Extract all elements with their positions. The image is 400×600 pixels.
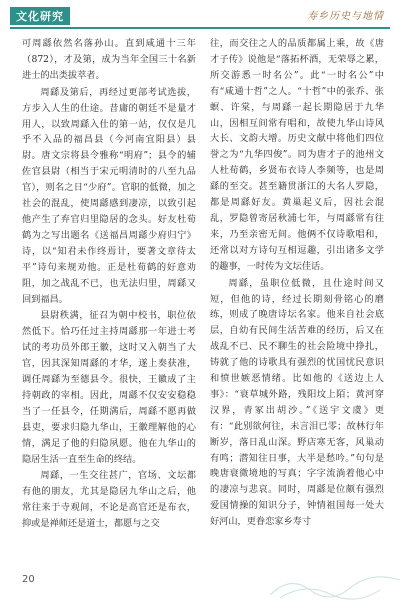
section-tag: 文化研究 <box>10 7 70 25</box>
page-number: 20 <box>22 574 35 585</box>
paragraph: 往，而交往之人的品质都属上乘，故《唐才子传》说他是“落拓杯酒，无荣辱之累，所交游悉一时名公”。此“一时名公”中有“咸通十哲”之人。“十哲”中的张乔、张螟、许棠，与周繇一起长期隐居于九华山，因相互间常有唱和，故使九华山诗风大长、文韵大增。历史文献中将他们四位誉之为“九华四俊”。同为唐才子的池州文人杜荀鹤，乡贤布衣诗人李频等，也是周繇的至交。甚至籍贯浙江的大名人罗隐，都是周繇好友。黄巢起义后，因社会混乱，罗隐曾寄居秋浦七年，与周繇常有往来，乃至亲密无间。他俩不仅诗歌唱和，还常以对方诗句互相逗趣，引出诸多文学的趣事，一时传为文坛佳话。 <box>210 38 384 272</box>
page-header <box>0 0 400 28</box>
decorative-pattern-icon <box>270 570 400 600</box>
left-column <box>22 36 196 533</box>
right-column <box>210 36 384 531</box>
page-footer <box>0 560 400 600</box>
paragraph: 周繇，虽职位低微，且仕途时间又短，但他的诗，经过长期刻骨铭心的磨练，则成了晚唐诗坛名家。他来自社会底层，自幼有民间生活苦难的经历，后又在战乱不已、民不聊生的社会险境中挣扎，铸就了他的诗歌具有强烈的忧国忧民意识和愤世嫉恶情绪。比如他的《送边上人事》：“衰草城外路，残阳坟上陌；黄河穿汉界，青冢出胡沙。”《送宇文虞》更有：“此别欲何往，未言泪已零；故林行年断岁，落日乱山深。野店寒无客，风巢动有鸣；潜知往日事，大半是愁吟。”句句是晚唐衰微境地的写真；字字流淌着他心中的凄凉与悲哀。同时，周繇是位颇有强烈爱国情操的知识分子，钟情祖国每一处大好河山，更眷恋家乡寿寸 <box>210 277 384 528</box>
paragraph: 周繇，一生交往甚广，官场、文坛都有他的朋友，尤其是隐居九华山之后，他常往来于寺观间，不论是高官还是布衣，抑或是禅师还是道士，都愿与之交 <box>22 470 196 530</box>
publication-title: 寿乡历史与地情 <box>307 11 384 22</box>
paragraph: 周繇及第后，再经过更部考试选拔，方步入人生的仕途。昔庸的朝廷不是量才用人，以致周繇入仕的第一站，仅仅是几乎不入品的福昌县（今河南宜阳县）县尉。唐文宗将县令雅称“明府”；县令的辅佐官县尉（相当于宋元明清时的八至九品官），则名之日“少府”。官职的低微，加之社会的混乱，使周繇感到凄凉，以致引起他产生了弃官归里隐居的念头。好友杜荀鹤为之写出题名《送福昌周繇少府归宁》诗，以“知君未作终焉计，要著文章待太平”诗句来规劝他。正是杜荀鹤的好意劝阻，加之战乱不已，也无法归里，周繇又回到福昌。 <box>22 86 196 305</box>
header-rule <box>10 27 390 29</box>
paragraph: 县尉秩满，征召为朝中校书，职位依然低下。恰巧任过主持周繇那一年进士考试的考功员外郎王徽，这时又入朝当了大官，因其深知周繇的才华，遂上奏获准，调任周繇为至德县令。很快，王徽成了主持朝政的宰相。因此，周繇不仅安安稳稳当了一任县令，任期满后，周繇不愿再做县吏，要求归隐九华山，王徽理解他的心情，满足了他的归隐夙愿。他在九华山的隐居生活一直至生命的终结。 <box>22 310 196 465</box>
paragraph: 可周繇依然名落孙山。直到咸通十三年（872），才及第，成为当年全国三十名新进士的出类拔萃者。 <box>22 38 196 81</box>
